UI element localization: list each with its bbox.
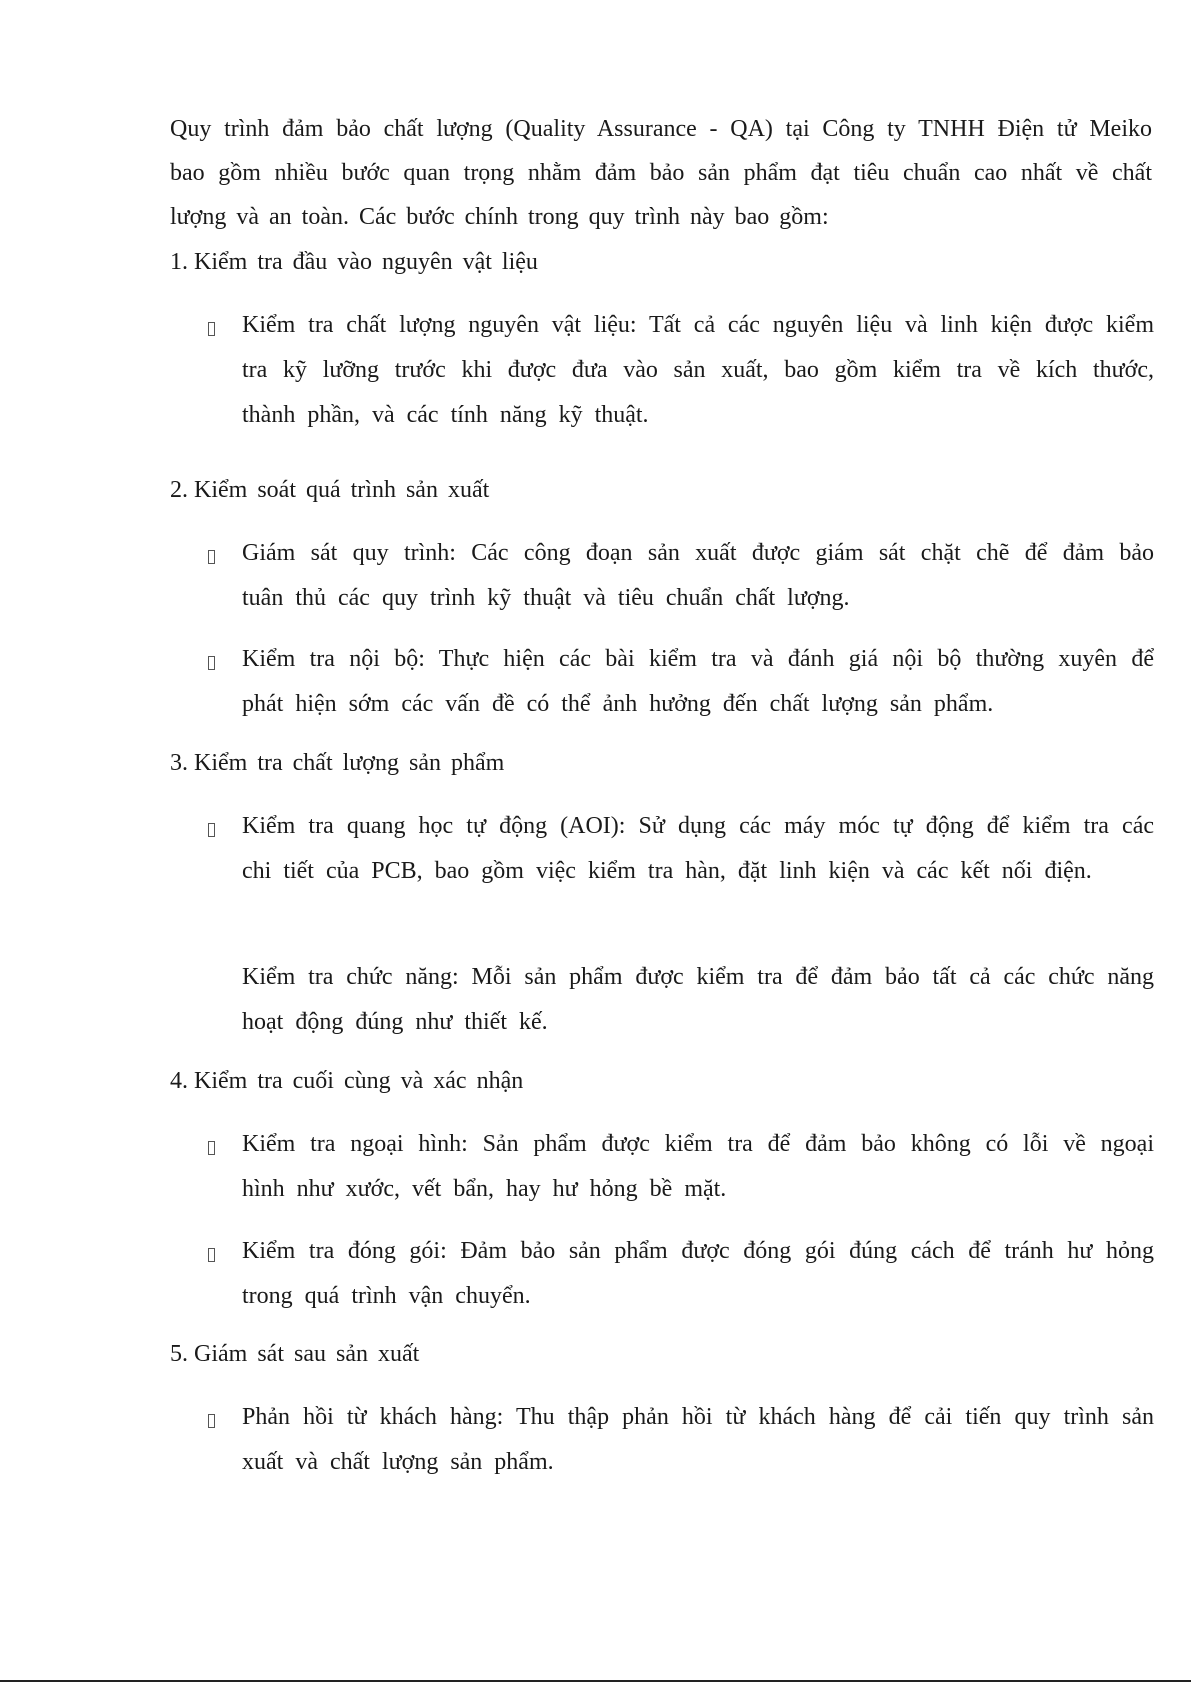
bullet-text: Kiểm tra nội bộ: Thực hiện các bài kiểm tra và đánh giá nội bộ thường xuyên để phát hiện sớm các vấn đề có thể ảnh hưởng đến chất lượng sản phẩm. [242, 646, 1154, 717]
bullet-box-icon [208, 550, 215, 564]
section-number: 5. [170, 1341, 188, 1367]
section-heading-3 [170, 746, 504, 780]
bullet-box-icon [208, 823, 215, 837]
section-title: Kiểm tra đầu vào nguyên vật liệu [194, 249, 538, 275]
section-heading-4 [170, 1064, 523, 1098]
bullet-text: Kiểm tra chất lượng nguyên vật liệu: Tất cả các nguyên liệu và linh kiện được kiểm tra kỹ lưỡng trước khi được đưa vào sản xuất, bao gồm kiểm tra về kích thước, thành phần, và các tính năng kỹ thuật. [242, 312, 1154, 428]
section-heading-5 [170, 1337, 419, 1371]
bullet-text: Kiểm tra ngoại hình: Sản phẩm được kiểm tra để đảm bảo không có lỗi về ngoại hình như xước, vết bẩn, hay hư hỏng bề mặt. [242, 1131, 1154, 1202]
section-number: 3. [170, 750, 188, 776]
section-heading-2 [170, 473, 489, 507]
section-number: 4. [170, 1068, 188, 1094]
bullet-text: Phản hồi từ khách hàng: Thu thập phản hồi từ khách hàng để cải tiến quy trình sản xuất và chất lượng sản phẩm. [242, 1404, 1154, 1475]
bullet-text: Giám sát quy trình: Các công đoạn sản xuất được giám sát chặt chẽ để đảm bảo tuân thủ các quy trình kỹ thuật và tiêu chuẩn chất lượng. [242, 540, 1154, 611]
section-title: Kiểm tra cuối cùng và xác nhận [194, 1068, 524, 1094]
section-title: Kiểm soát quá trình sản xuất [194, 477, 490, 503]
intro-paragraph: Quy trình đảm bảo chất lượng (Quality Assurance - QA) tại Công ty TNHH Điện tử Meiko bao gồm nhiều bước quan trọng nhằm đảm bảo sản phẩm đạt tiêu chuẩn cao nhất về chất lượng và an toàn. Các bước chính trong quy trình này bao gồm: [170, 116, 1152, 230]
bullet-box-icon [208, 1141, 215, 1155]
bullet-text: Kiểm tra đóng gói: Đảm bảo sản phẩm được đóng gói đúng cách để tránh hư hỏng trong quá trình vận chuyển. [242, 1238, 1154, 1309]
section-heading-1 [170, 245, 538, 279]
bullet-box-icon [208, 1248, 215, 1262]
bullet-box-icon [208, 1414, 215, 1428]
section-title: Giám sát sau sản xuất [194, 1341, 420, 1367]
bullet-text: Kiểm tra quang học tự động (AOI): Sử dụng các máy móc tự động để kiểm tra các chi tiết của PCB, bao gồm việc kiểm tra hàn, đặt linh kiện và các kết nối điện. [242, 813, 1154, 884]
page-bottom-rule [0, 1680, 1191, 1682]
section-number: 2. [170, 477, 188, 503]
section-title: Kiểm tra chất lượng sản phẩm [194, 750, 505, 776]
section-number: 1. [170, 249, 188, 275]
bullet-box-icon [208, 656, 215, 670]
bullet-text: Kiểm tra chức năng: Mỗi sản phẩm được kiểm tra để đảm bảo tất cả các chức năng hoạt động đúng như thiết kế. [242, 964, 1154, 1035]
bullet-box-icon [208, 322, 215, 336]
